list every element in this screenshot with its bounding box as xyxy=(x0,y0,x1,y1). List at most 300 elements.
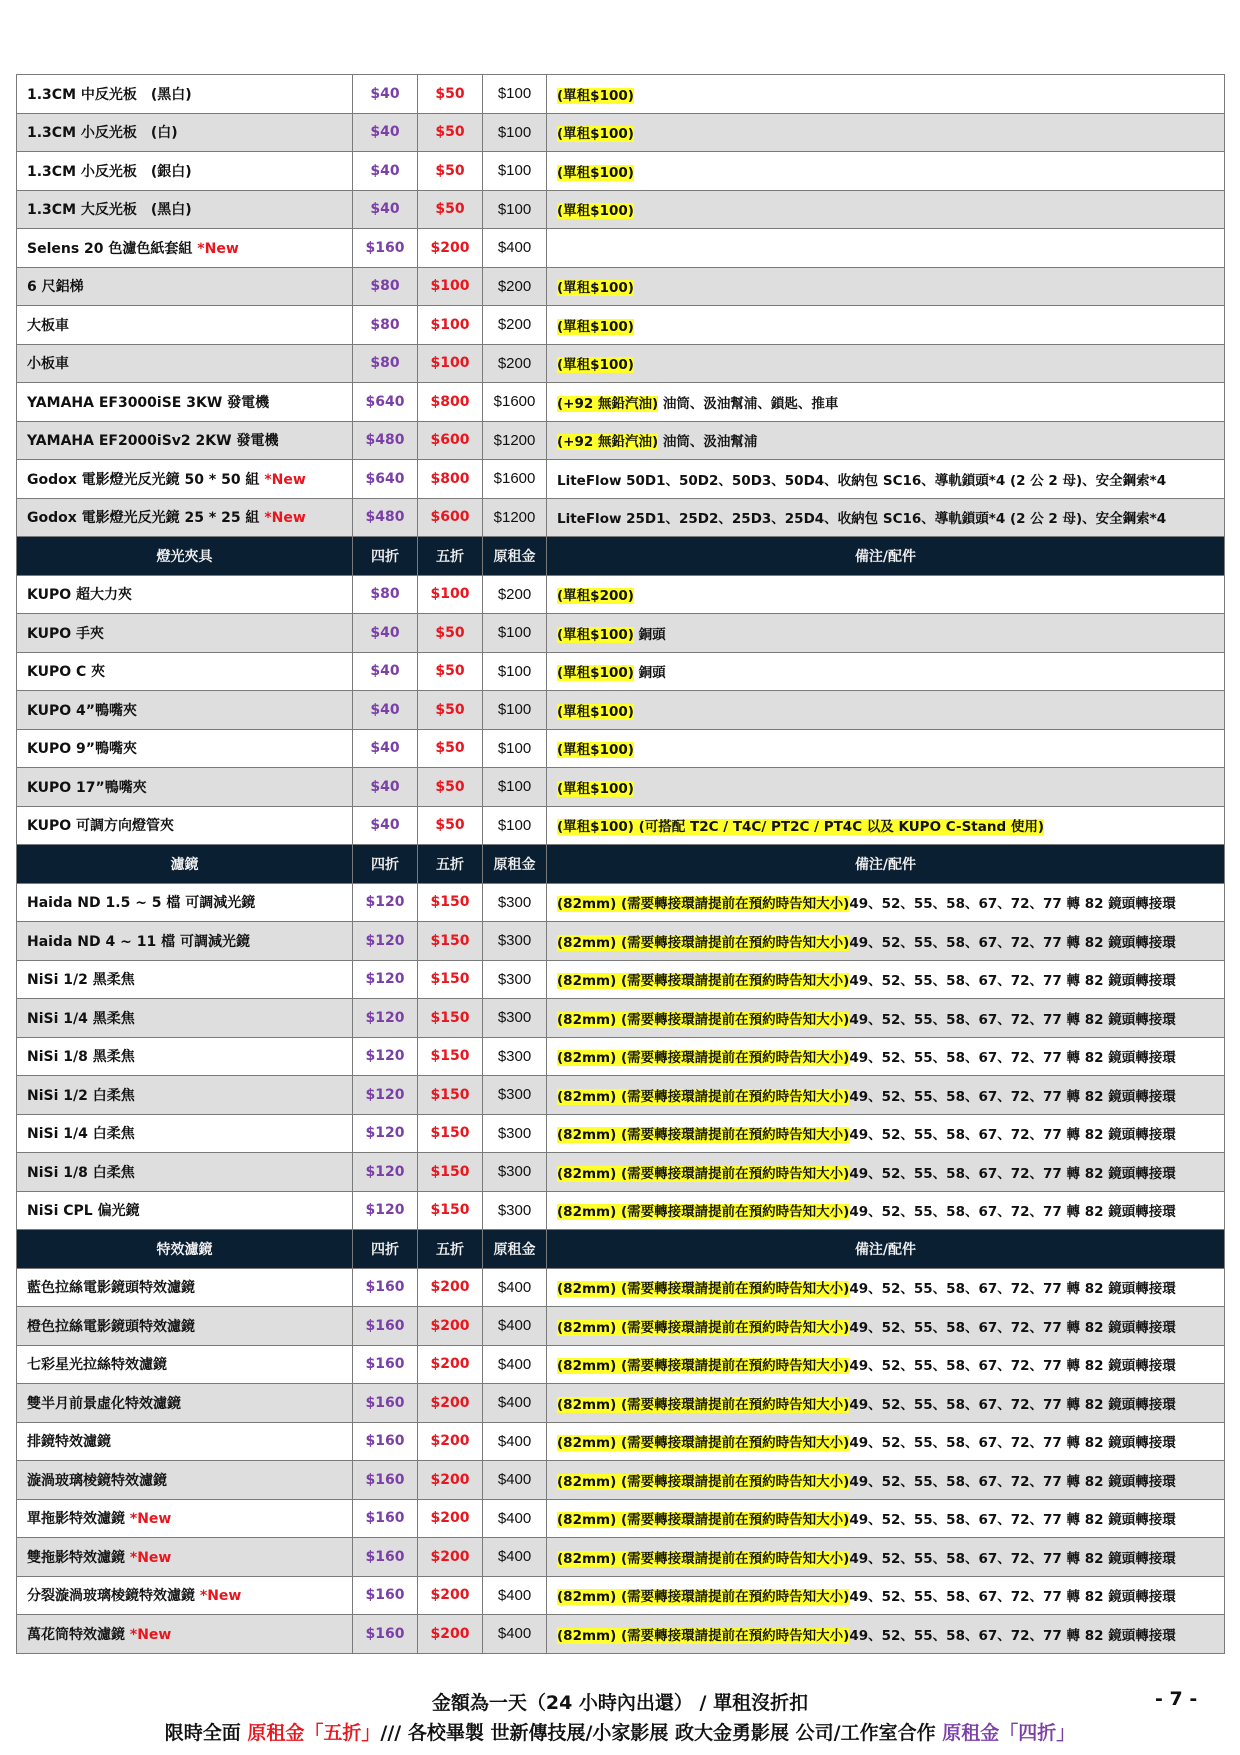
promo-text-b: /// 各校畢製 世新傳技展/小家影展 政大金勇影展 公司/工作室合作 xyxy=(380,1722,943,1744)
price-original: $300 xyxy=(483,960,547,999)
item-name: KUPO 手夾 xyxy=(27,625,105,642)
price-original: $100 xyxy=(483,75,547,114)
price-five-off: $100 xyxy=(418,267,483,306)
item-name-cell xyxy=(17,729,353,768)
price-four-off: $120 xyxy=(353,999,418,1038)
accessory-note: 49、52、55、58、67、72、77 轉 82 鏡頭轉接環 xyxy=(849,896,1176,913)
notes-cell xyxy=(547,344,1225,383)
price-four-off: $120 xyxy=(353,883,418,922)
price-original: $400 xyxy=(483,1422,547,1461)
accessory-note: 49、52、55、58、67、72、77 轉 82 鏡頭轉接環 xyxy=(849,1435,1176,1452)
price-five-off: $100 xyxy=(418,306,483,345)
highlighted-note: (單租$100) xyxy=(557,280,634,297)
price-four-off: $120 xyxy=(353,1191,418,1230)
item-name: 雙半月前景虛化特效濾鏡 xyxy=(27,1395,181,1412)
section-header-row xyxy=(17,537,1225,576)
item-name: KUPO 17”鴨嘴夾 xyxy=(27,779,147,796)
price-original: $400 xyxy=(483,229,547,268)
table-row xyxy=(17,1153,1225,1192)
notes-cell xyxy=(547,883,1225,922)
item-name-cell xyxy=(17,306,353,345)
notes-cell xyxy=(547,1345,1225,1384)
highlighted-note: (單租$100) xyxy=(557,126,634,143)
notes-cell xyxy=(547,1037,1225,1076)
notes-cell xyxy=(547,113,1225,152)
price-five-off: $800 xyxy=(418,460,483,499)
price-four-off: $480 xyxy=(353,498,418,537)
item-name: 大板車 xyxy=(27,317,69,334)
highlighted-note: (82mm) (需要轉接環請提前在預約時告知大小) xyxy=(557,1088,850,1105)
notes-cell xyxy=(547,229,1225,268)
price-four-off: $40 xyxy=(353,152,418,191)
price-four-off: $40 xyxy=(353,113,418,152)
table-row xyxy=(17,383,1225,422)
price-five-off: $800 xyxy=(418,383,483,422)
highlighted-note: (單租$100) xyxy=(557,626,634,643)
price-original: $200 xyxy=(483,344,547,383)
item-name: KUPO 超大力夾 xyxy=(27,587,133,604)
accessory-note: 油筒、汲油幫浦、鎖匙、推車 xyxy=(658,395,839,412)
table-row xyxy=(17,1191,1225,1230)
price-four-off: $160 xyxy=(353,1268,418,1307)
price-four-off: $40 xyxy=(353,691,418,730)
item-name-cell xyxy=(17,652,353,691)
section-title: 濾鏡 xyxy=(17,845,353,884)
highlighted-note: (82mm) (需要轉接環請提前在預約時告知大小) xyxy=(557,896,850,913)
price-original: $100 xyxy=(483,652,547,691)
highlighted-note: (82mm) (需要轉接環請提前在預約時告知大小) xyxy=(557,1396,850,1413)
price-four-off: $160 xyxy=(353,1461,418,1500)
item-name: KUPO C 夾 xyxy=(27,664,106,681)
item-name: NiSi 1/4 白柔焦 xyxy=(27,1126,135,1143)
price-original: $300 xyxy=(483,922,547,961)
table-row xyxy=(17,729,1225,768)
section-title: 特效濾鏡 xyxy=(17,1230,353,1269)
notes-cell xyxy=(547,498,1225,537)
price-four-off: $120 xyxy=(353,1076,418,1115)
table-row xyxy=(17,575,1225,614)
notes-cell xyxy=(547,460,1225,499)
highlighted-note: (82mm) (需要轉接環請提前在預約時告知大小) xyxy=(557,1319,850,1336)
item-name-cell xyxy=(17,1268,353,1307)
item-name: NiSi 1/8 白柔焦 xyxy=(27,1164,135,1181)
notes-cell xyxy=(547,1499,1225,1538)
item-name-cell xyxy=(17,1538,353,1577)
price-five-off: $200 xyxy=(418,1422,483,1461)
price-five-off: $50 xyxy=(418,190,483,229)
price-five-off: $150 xyxy=(418,1191,483,1230)
notes-cell xyxy=(547,922,1225,961)
rental-price-table xyxy=(16,74,1225,1654)
footer-note: 金額為一天（24 小時內出還） / 單租沒折扣 xyxy=(431,1692,809,1714)
price-four-off: $40 xyxy=(353,806,418,845)
price-four-off: $40 xyxy=(353,75,418,114)
item-name-cell xyxy=(17,960,353,999)
promo-four-off: 原租金「四折」 xyxy=(942,1722,1076,1744)
notes-cell xyxy=(547,383,1225,422)
new-badge: *New xyxy=(129,1549,172,1566)
price-four-off: $40 xyxy=(353,768,418,807)
accessory-note: 49、52、55、58、67、72、77 轉 82 鏡頭轉接環 xyxy=(849,973,1176,990)
notes-cell xyxy=(547,75,1225,114)
price-five-off: $150 xyxy=(418,1153,483,1192)
item-name: Haida ND 4 ~ 11 檔 可調減光鏡 xyxy=(27,933,250,950)
price-five-off: $200 xyxy=(418,1499,483,1538)
table-row xyxy=(17,1576,1225,1615)
accessory-note: LiteFlow 25D1、25D2、25D3、25D4、收納包 SC16、導軌鎖頭*4 (2 公 2 母)、安全鋼索*4 xyxy=(557,511,1167,528)
highlighted-note: (單租$100) xyxy=(557,357,634,374)
item-name-cell xyxy=(17,1307,353,1346)
price-five-off: $150 xyxy=(418,999,483,1038)
accessory-note: LiteFlow 50D1、50D2、50D3、50D4、收納包 SC16、導軌鎖頭*4 (2 公 2 母)、安全鋼索*4 xyxy=(557,472,1167,489)
price-original: $400 xyxy=(483,1615,547,1654)
accessory-note: 49、52、55、58、67、72、77 轉 82 鏡頭轉接環 xyxy=(849,1281,1176,1298)
item-name: 漩渦玻璃棱鏡特效濾鏡 xyxy=(27,1472,167,1489)
notes-cell xyxy=(547,1615,1225,1654)
price-four-off: $160 xyxy=(353,1615,418,1654)
price-five-off: $200 xyxy=(418,1461,483,1500)
table-row xyxy=(17,306,1225,345)
price-five-off: $200 xyxy=(418,1384,483,1423)
price-five-off: $50 xyxy=(418,691,483,730)
price-original: $100 xyxy=(483,152,547,191)
table-row xyxy=(17,768,1225,807)
price-original: $400 xyxy=(483,1345,547,1384)
col-header-five-off: 五折 xyxy=(418,845,483,884)
accessory-note: 49、52、55、58、67、72、77 轉 82 鏡頭轉接環 xyxy=(849,1050,1176,1067)
price-four-off: $40 xyxy=(353,729,418,768)
price-original: $300 xyxy=(483,883,547,922)
price-five-off: $200 xyxy=(418,1268,483,1307)
notes-cell xyxy=(547,768,1225,807)
col-header-four-off: 四折 xyxy=(353,845,418,884)
notes-cell xyxy=(547,1268,1225,1307)
price-original: $100 xyxy=(483,768,547,807)
price-original: $200 xyxy=(483,267,547,306)
highlighted-note: (單租$100) xyxy=(557,203,634,220)
accessory-note: 銅頭 xyxy=(633,626,666,643)
highlighted-note: (單租$100) xyxy=(557,318,634,335)
price-original: $300 xyxy=(483,999,547,1038)
price-five-off: $200 xyxy=(418,1576,483,1615)
price-four-off: $160 xyxy=(353,1538,418,1577)
item-name-cell xyxy=(17,190,353,229)
price-four-off: $160 xyxy=(353,1307,418,1346)
price-five-off: $50 xyxy=(418,614,483,653)
item-name: YAMAHA EF3000iSE 3KW 發電機 xyxy=(27,394,270,411)
table-row xyxy=(17,460,1225,499)
col-header-notes: 備注/配件 xyxy=(547,845,1225,884)
table-row xyxy=(17,498,1225,537)
col-header-original: 原租金 xyxy=(483,537,547,576)
price-original: $400 xyxy=(483,1576,547,1615)
item-name-cell xyxy=(17,1422,353,1461)
price-five-off: $50 xyxy=(418,806,483,845)
item-name-cell xyxy=(17,1499,353,1538)
accessory-note: 49、52、55、58、67、72、77 轉 82 鏡頭轉接環 xyxy=(849,1204,1176,1221)
notes-cell xyxy=(547,1114,1225,1153)
notes-cell xyxy=(547,960,1225,999)
item-name: 單拖影特效濾鏡 xyxy=(27,1511,130,1528)
col-header-four-off: 四折 xyxy=(353,1230,418,1269)
item-name: 橙色拉絲電影鏡頭特效濾鏡 xyxy=(27,1318,195,1335)
item-name-cell xyxy=(17,1615,353,1654)
item-name-cell xyxy=(17,1345,353,1384)
item-name: 小板車 xyxy=(27,356,69,373)
new-badge: *New xyxy=(129,1511,172,1528)
price-original: $100 xyxy=(483,691,547,730)
item-name: Selens 20 色濾色紙套組 xyxy=(27,240,198,257)
section-header-row xyxy=(17,1230,1225,1269)
item-name-cell xyxy=(17,1037,353,1076)
price-original: $300 xyxy=(483,1076,547,1115)
price-original: $1600 xyxy=(483,460,547,499)
new-badge: *New xyxy=(264,510,306,527)
table-row xyxy=(17,922,1225,961)
highlighted-note: (82mm) (需要轉接環請提前在預約時告知大小) xyxy=(557,1589,850,1606)
price-four-off: $80 xyxy=(353,267,418,306)
col-header-notes: 備注/配件 xyxy=(547,537,1225,576)
notes-cell xyxy=(547,1461,1225,1500)
notes-cell xyxy=(547,1422,1225,1461)
item-name-cell xyxy=(17,113,353,152)
price-original: $1200 xyxy=(483,498,547,537)
price-original: $300 xyxy=(483,1037,547,1076)
price-four-off: $160 xyxy=(353,1422,418,1461)
highlighted-note: (82mm) (需要轉接環請提前在預約時告知大小) xyxy=(557,1473,850,1490)
price-original: $300 xyxy=(483,1114,547,1153)
table-row xyxy=(17,883,1225,922)
price-four-off: $80 xyxy=(353,575,418,614)
price-five-off: $200 xyxy=(418,1307,483,1346)
item-name-cell xyxy=(17,614,353,653)
table-row xyxy=(17,1499,1225,1538)
price-original: $300 xyxy=(483,1191,547,1230)
table-row xyxy=(17,152,1225,191)
item-name: 1.3CM 小反光板 (銀白) xyxy=(27,163,192,180)
highlighted-note: (單租$100) xyxy=(557,780,634,797)
price-five-off: $50 xyxy=(418,652,483,691)
item-name: NiSi 1/2 黑柔焦 xyxy=(27,972,135,989)
table-row xyxy=(17,1307,1225,1346)
price-original: $400 xyxy=(483,1307,547,1346)
accessory-note: 銅頭 xyxy=(633,665,666,682)
table-row xyxy=(17,75,1225,114)
highlighted-note: (82mm) (需要轉接環請提前在預約時告知大小) xyxy=(557,1435,850,1452)
table-row xyxy=(17,1037,1225,1076)
item-name: 1.3CM 大反光板 (黑白) xyxy=(27,202,192,219)
item-name-cell xyxy=(17,152,353,191)
item-name: NiSi 1/4 黑柔焦 xyxy=(27,1010,135,1027)
notes-cell xyxy=(547,306,1225,345)
item-name: 萬花筒特效濾鏡 xyxy=(27,1626,130,1643)
item-name: NiSi 1/2 白柔焦 xyxy=(27,1087,135,1104)
price-original: $1600 xyxy=(483,383,547,422)
col-header-five-off: 五折 xyxy=(418,537,483,576)
notes-cell xyxy=(547,1191,1225,1230)
table-row xyxy=(17,113,1225,152)
price-four-off: $160 xyxy=(353,229,418,268)
new-badge: *New xyxy=(264,471,306,488)
accessory-note: 49、52、55、58、67、72、77 轉 82 鏡頭轉接環 xyxy=(849,1627,1176,1644)
accessory-note: 49、52、55、58、67、72、77 轉 82 鏡頭轉接環 xyxy=(849,1473,1176,1490)
notes-cell xyxy=(547,729,1225,768)
notes-cell xyxy=(547,1153,1225,1192)
highlighted-note: (單租$100) xyxy=(557,87,634,104)
price-five-off: $50 xyxy=(418,729,483,768)
price-four-off: $640 xyxy=(353,460,418,499)
highlighted-note: (82mm) (需要轉接環請提前在預約時告知大小) xyxy=(557,1011,850,1028)
table-row xyxy=(17,1076,1225,1115)
item-name: KUPO 9”鴨嘴夾 xyxy=(27,741,137,758)
price-four-off: $480 xyxy=(353,421,418,460)
price-original: $400 xyxy=(483,1538,547,1577)
item-name: Godox 電影燈光反光鏡 50 * 50 組 xyxy=(27,471,265,488)
item-name: 1.3CM 中反光板 (黑白) xyxy=(27,86,192,103)
price-four-off: $160 xyxy=(353,1499,418,1538)
highlighted-note: (82mm) (需要轉接環請提前在預約時告知大小) xyxy=(557,1512,850,1529)
col-header-five-off: 五折 xyxy=(418,1230,483,1269)
notes-cell xyxy=(547,1538,1225,1577)
price-five-off: $600 xyxy=(418,498,483,537)
accessory-note: 49、52、55、58、67、72、77 轉 82 鏡頭轉接環 xyxy=(849,1396,1176,1413)
price-five-off: $50 xyxy=(418,113,483,152)
price-original: $200 xyxy=(483,306,547,345)
section-header-row xyxy=(17,845,1225,884)
price-four-off: $120 xyxy=(353,1037,418,1076)
price-four-off: $40 xyxy=(353,652,418,691)
item-name: 藍色拉絲電影鏡頭特效濾鏡 xyxy=(27,1280,195,1297)
col-header-four-off: 四折 xyxy=(353,537,418,576)
price-five-off: $50 xyxy=(418,75,483,114)
item-name-cell xyxy=(17,575,353,614)
price-four-off: $120 xyxy=(353,960,418,999)
price-five-off: $50 xyxy=(418,152,483,191)
highlighted-note: (82mm) (需要轉接環請提前在預約時告知大小) xyxy=(557,1281,850,1298)
table-row xyxy=(17,960,1225,999)
table-body xyxy=(17,75,1225,1654)
accessory-note: 49、52、55、58、67、72、77 轉 82 鏡頭轉接環 xyxy=(849,1127,1176,1144)
highlighted-note: (單租$100) xyxy=(557,665,634,682)
item-name: 分裂漩渦玻璃棱鏡特效濾鏡 xyxy=(27,1588,200,1605)
notes-cell xyxy=(547,421,1225,460)
highlighted-note: (82mm) (需要轉接環請提前在預約時告知大小) xyxy=(557,1204,850,1221)
price-four-off: $160 xyxy=(353,1345,418,1384)
table-row xyxy=(17,1345,1225,1384)
table-row xyxy=(17,229,1225,268)
accessory-note: 49、52、55、58、67、72、77 轉 82 鏡頭轉接環 xyxy=(849,1088,1176,1105)
item-name-cell xyxy=(17,806,353,845)
price-four-off: $120 xyxy=(353,1153,418,1192)
accessory-note: 49、52、55、58、67、72、77 轉 82 鏡頭轉接環 xyxy=(849,1589,1176,1606)
item-name: NiSi CPL 偏光鏡 xyxy=(27,1203,140,1220)
item-name: YAMAHA EF2000iSv2 2KW 發電機 xyxy=(27,433,279,450)
item-name: 七彩星光拉絲特效濾鏡 xyxy=(27,1357,167,1374)
table-row xyxy=(17,1538,1225,1577)
accessory-note: 49、52、55、58、67、72、77 轉 82 鏡頭轉接環 xyxy=(849,1011,1176,1028)
item-name: KUPO 4”鴨嘴夾 xyxy=(27,702,137,719)
highlighted-note: (82mm) (需要轉接環請提前在預約時告知大小) xyxy=(557,1550,850,1567)
item-name: KUPO 可調方向燈管夾 xyxy=(27,818,175,835)
notes-cell xyxy=(547,1384,1225,1423)
table-row xyxy=(17,999,1225,1038)
item-name-cell xyxy=(17,267,353,306)
item-name-cell xyxy=(17,999,353,1038)
notes-cell xyxy=(547,999,1225,1038)
new-badge: *New xyxy=(129,1626,172,1643)
accessory-note: 49、52、55、58、67、72、77 轉 82 鏡頭轉接環 xyxy=(849,1550,1176,1567)
price-original: $100 xyxy=(483,190,547,229)
price-five-off: $150 xyxy=(418,960,483,999)
table-row xyxy=(17,652,1225,691)
section-title: 燈光夾具 xyxy=(17,537,353,576)
item-name-cell xyxy=(17,383,353,422)
highlighted-note: (+92 無鉛汽油) xyxy=(557,395,659,412)
price-four-off: $80 xyxy=(353,306,418,345)
table-row xyxy=(17,1114,1225,1153)
price-four-off: $120 xyxy=(353,1114,418,1153)
notes-cell xyxy=(547,575,1225,614)
item-name: 排鏡特效濾鏡 xyxy=(27,1434,111,1451)
item-name: 1.3CM 小反光板 (白) xyxy=(27,125,178,142)
highlighted-note: (單租$200) xyxy=(557,588,634,605)
price-original: $200 xyxy=(483,575,547,614)
item-name-cell xyxy=(17,768,353,807)
highlighted-note: (82mm) (需要轉接環請提前在預約時告知大小) xyxy=(557,1127,850,1144)
item-name-cell xyxy=(17,691,353,730)
table-row xyxy=(17,421,1225,460)
col-header-notes: 備注/配件 xyxy=(547,1230,1225,1269)
accessory-note: 49、52、55、58、67、72、77 轉 82 鏡頭轉接環 xyxy=(849,1319,1176,1336)
price-five-off: $200 xyxy=(418,1345,483,1384)
table-row xyxy=(17,614,1225,653)
item-name-cell xyxy=(17,1076,353,1115)
accessory-note: 49、52、55、58、67、72、77 轉 82 鏡頭轉接環 xyxy=(849,1512,1176,1529)
new-badge: *New xyxy=(197,240,239,257)
item-name-cell xyxy=(17,344,353,383)
item-name-cell xyxy=(17,75,353,114)
item-name: 6 尺鋁梯 xyxy=(27,279,84,296)
price-five-off: $150 xyxy=(418,922,483,961)
price-five-off: $150 xyxy=(418,1114,483,1153)
table-row xyxy=(17,691,1225,730)
price-four-off: $160 xyxy=(353,1384,418,1423)
highlighted-note: (單租$100) xyxy=(557,742,634,759)
price-original: $400 xyxy=(483,1499,547,1538)
highlighted-note: (82mm) (需要轉接環請提前在預約時告知大小) xyxy=(557,1627,850,1644)
price-original: $100 xyxy=(483,113,547,152)
item-name-cell xyxy=(17,1461,353,1500)
highlighted-note: (單租$100) xyxy=(557,164,634,181)
item-name-cell xyxy=(17,421,353,460)
price-four-off: $40 xyxy=(353,190,418,229)
highlighted-note: (82mm) (需要轉接環請提前在預約時告知大小) xyxy=(557,1358,850,1375)
notes-cell xyxy=(547,614,1225,653)
item-name: Haida ND 1.5 ~ 5 檔 可調減光鏡 xyxy=(27,895,256,912)
price-five-off: $100 xyxy=(418,575,483,614)
price-four-off: $640 xyxy=(353,383,418,422)
accessory-note: 油筒、汲油幫浦 xyxy=(658,434,758,451)
table-row xyxy=(17,1384,1225,1423)
price-original: $300 xyxy=(483,1153,547,1192)
table-row xyxy=(17,806,1225,845)
page-number: - 7 - xyxy=(1155,1688,1198,1710)
table-row xyxy=(17,1422,1225,1461)
highlighted-note: (單租$100) xyxy=(557,703,634,720)
price-five-off: $200 xyxy=(418,229,483,268)
footer-promo xyxy=(0,1718,1240,1745)
notes-cell xyxy=(547,1076,1225,1115)
